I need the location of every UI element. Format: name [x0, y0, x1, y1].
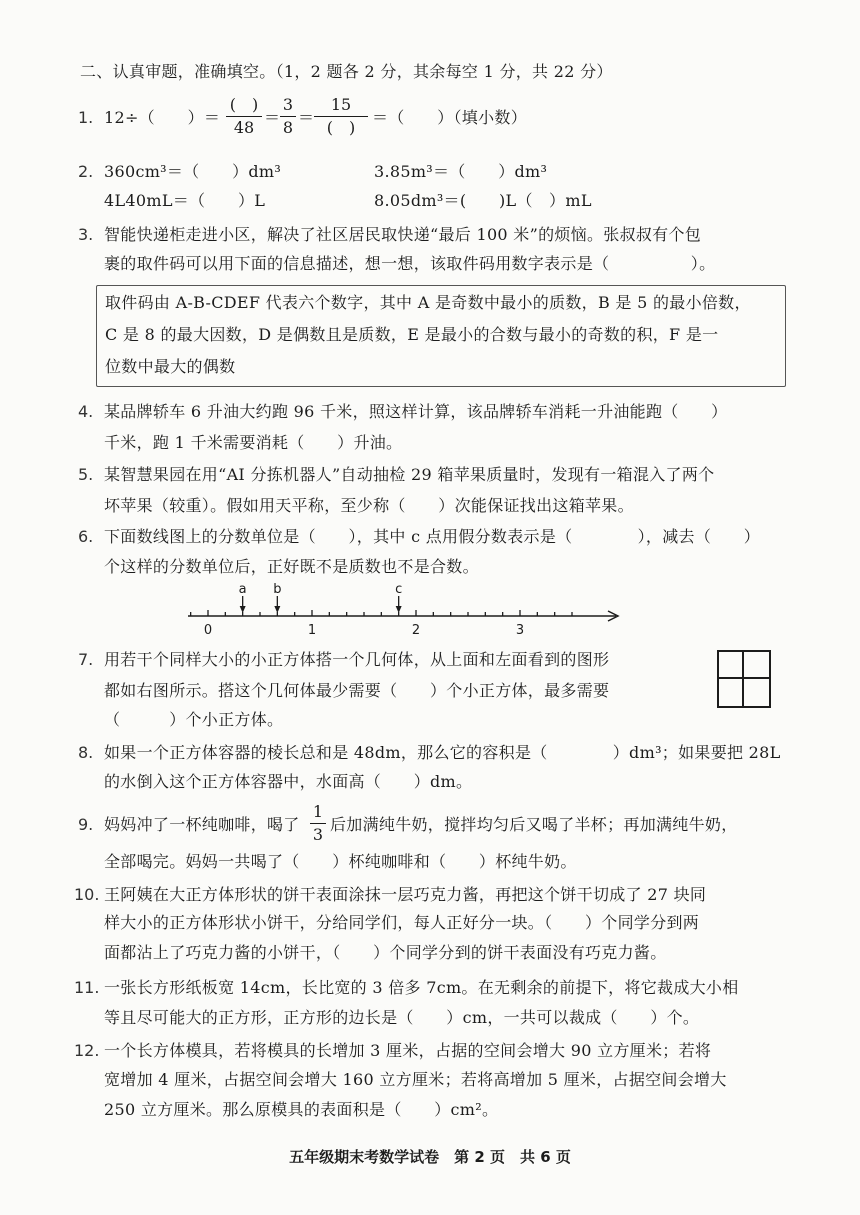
q3-box-line-1: 取件码由 A-B-CDEF 代表六个数字，其中 A 是奇数中最小的质数，B 是 5 的最小倍数，: [105, 293, 751, 312]
q1-fraction-3: [314, 95, 368, 138]
section-title: 二、认真审题，准确填空。（1，2 题各 2 分，其余每空 1 分，共 22 分）: [80, 62, 613, 81]
q2-item-1: 360cm³＝（ ）dm³: [104, 162, 282, 181]
question-number: 10.: [74, 885, 100, 904]
q10-line-3: 面都沾上了巧克力酱的小饼干，（ ）个同学分到的饼干表面没有巧克力酱。: [104, 943, 667, 962]
point-marker-a: [239, 582, 247, 613]
tick-label: 1: [307, 623, 317, 638]
fraction-numerator: 1: [312, 802, 324, 821]
q9-text-end: 后加满纯牛奶，搅拌均匀后又喝了半杯；再加满纯牛奶，: [330, 815, 738, 834]
fraction-denominator: 8: [282, 118, 294, 137]
point-marker-c: [395, 582, 402, 613]
tick-label: 3: [515, 623, 525, 638]
q12-line-2: 宽增加 4 厘米，占据空间会增大 160 立方厘米；若将高增加 5 厘米，占据空间会增大: [104, 1070, 727, 1089]
tick-label: 0: [203, 623, 213, 638]
q12-line-3: 250 立方厘米。那么原模具的表面积是（ ）cm²。: [104, 1100, 499, 1119]
q7-line-1: 用若干个同样大小的小正方体搭一个几何体，从上面和左面看到的图形: [104, 650, 610, 669]
question-number: 8.: [78, 743, 94, 762]
q3-box-line-2: C 是 8 的最大因数，D 是偶数且是质数，E 是最小的合数与最小的奇数的积，F 是一: [105, 325, 719, 344]
page-footer: 五年级期末考数学试卷 第 2 页 共 6 页: [289, 1148, 571, 1166]
point-marker-b: [273, 582, 281, 613]
q8-line-2: 的水倒入这个正方体容器中，水面高（ ）dm。: [104, 772, 473, 791]
fraction-denominator: ( ): [326, 118, 356, 137]
fraction-bar: [314, 116, 368, 117]
fraction-bar: [310, 823, 326, 824]
question-number: 5.: [78, 465, 94, 484]
q3-line-1: 智能快递柜走进小区，解决了社区居民取快递“最后 100 米”的烦恼。张叔叔有个包: [104, 225, 702, 244]
q3-box-line-3: 位数中最大的偶数: [105, 357, 236, 376]
fraction-bar: [280, 116, 296, 117]
equals-sign: ＝: [264, 108, 281, 127]
q1-fraction-2: [280, 95, 296, 138]
q1-text-end: ＝（ ）（填小数）: [372, 108, 528, 127]
q10-line-2: 样大小的正方体形状小饼干，分给同学们，每人正好分一块。（ ）个同学分到两: [104, 913, 700, 932]
q2-item-3: 4L40mL＝（ ）L: [104, 191, 266, 210]
q2-item-4: 8.05dm³＝( )L（ ）mL: [374, 191, 592, 210]
q2-item-2: 3.85m³＝（ ）dm³: [374, 162, 548, 181]
question-number: 1.: [78, 108, 94, 127]
q11-line-1: 一张长方形纸板宽 14cm，长比宽的 3 倍多 7cm。在无剩余的前提下，将它裁成大小相: [104, 978, 739, 997]
question-number: 4.: [78, 402, 94, 421]
tick-label: 2: [411, 623, 421, 638]
q6-line-1: 下面数线图上的分数单位是（ ），其中 c 点用假分数表示是（ ），减去（ ）: [104, 527, 761, 546]
point-arrow-head: [396, 606, 402, 613]
q8-line-1: 如果一个正方体容器的棱长总和是 48dm，那么它的容积是（ ）dm³；如果要把 28L: [104, 743, 781, 762]
question-number: 9.: [78, 815, 94, 834]
q1-fraction-1: [226, 95, 262, 138]
question-number: 2.: [78, 162, 94, 181]
q7-line-2: 都如右图所示。搭这个几何体最少需要（ ）个小正方体，最多需要: [104, 681, 610, 700]
fraction-numerator: 3: [282, 95, 294, 114]
point-label: b: [273, 582, 282, 597]
question-number: 7.: [78, 650, 94, 669]
q9-text-start: 妈妈冲了一杯纯咖啡，喝了: [104, 815, 300, 834]
fraction-numerator: ( ): [229, 95, 259, 114]
point-arrow-head: [274, 606, 280, 613]
number-line-points: [239, 582, 403, 613]
q10-line-1: 王阿姨在大正方体形状的饼干表面涂抹一层巧克力酱，再把这个饼干切成了 27 块同: [104, 885, 707, 904]
question-number: 6.: [78, 527, 94, 546]
number-line-diagram: [180, 580, 630, 640]
view-grid-figure: [717, 650, 771, 708]
q9-line-2: 全部喝完。妈妈一共喝了（ ）杯纯咖啡和（ ）杯纯牛奶。: [104, 852, 577, 871]
fraction-denominator: 48: [233, 118, 255, 137]
grid-line: [719, 677, 769, 679]
q9-fraction: [310, 802, 326, 845]
q5-line-2: 坏苹果（较重）。假如用天平称，至少称（ ）次能保证找出这箱苹果。: [104, 496, 634, 515]
grid-line: [742, 652, 744, 706]
q4-line-2: 千米，跑 1 千米需要消耗（ ）升油。: [104, 433, 403, 452]
point-label: c: [395, 582, 403, 597]
fraction-numerator: 15: [330, 95, 352, 114]
number-line-ticks: [191, 610, 572, 638]
point-arrow-head: [240, 606, 246, 613]
question-number: 3.: [78, 225, 94, 244]
q1-text-start: 12÷（ ）＝: [104, 108, 221, 127]
question-number: 12.: [74, 1041, 100, 1060]
q12-line-1: 一个长方体模具，若将模具的长增加 3 厘米，占据的空间会增大 90 立方厘米；若将: [104, 1041, 712, 1060]
question-number: 11.: [74, 978, 100, 997]
fraction-denominator: 3: [312, 825, 324, 844]
q3-info-box: [96, 285, 786, 387]
equals-sign: ＝: [298, 108, 315, 127]
q6-line-2: 个这样的分数单位后，正好既不是质数也不是合数。: [104, 557, 479, 576]
q7-line-3: （ ）个小正方体。: [104, 710, 284, 729]
point-label: a: [238, 582, 247, 597]
fraction-bar: [226, 116, 262, 117]
q11-line-2: 等且尽可能大的正方形，正方形的边长是（ ）cm，一共可以裁成（ ）个。: [104, 1008, 700, 1027]
q5-line-1: 某智慧果园在用“AI 分拣机器人”自动抽检 29 箱苹果质量时，发现有一箱混入了两个: [104, 465, 715, 484]
q3-line-2: 裹的取件码可以用下面的信息描述，想一想，该取件码用数字表示是（ ）。: [104, 254, 716, 273]
q4-line-1: 某品牌轿车 6 升油大约跑 96 千米，照这样计算，该品牌轿车消耗一升油能跑（ ）: [104, 402, 728, 421]
